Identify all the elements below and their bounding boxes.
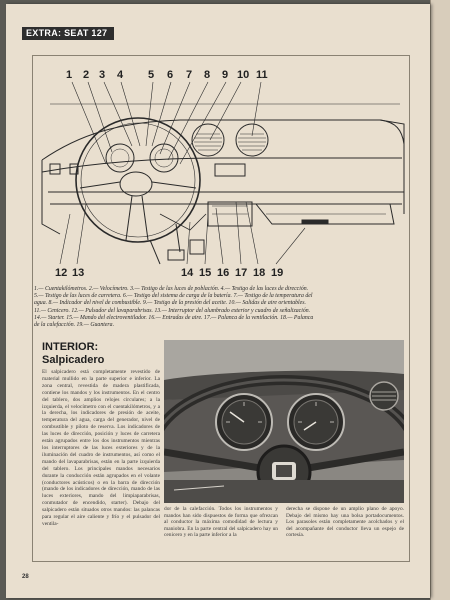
callout-number: 8 <box>204 69 211 81</box>
air-vents <box>192 124 268 156</box>
body-text-column-1: El salpicadero está completamente revestido de material mullido en la parte superior e inferior. La zona central, revestida de madera plastificada, contiene los mandos y los instrumentos. En el centro del tablero, dos amplios relojes circulares; a la izquierda, el velocímetro con el cuentakilómetros, y a la derecha, los indicadores de presión de aceite, temperatura del agua, carga del generador, nivel de combustible y piloto de reserva. Los indicadores de las luces de dirección, posición y luces de carretera están agrupados entre los dos instrumentos mientras los interruptores de las luces exteriores y de la iluminación del cuadro de instrumentos, así como el mando del lavaparabrisas, están en la parte izquierda del tablero. Los principales mandos necesarios durante la conducción están agrupados en el volante (conductores acústicos) o en la barra de dirección (mando de los indicadores de dirección, mando de las luces exteriores, mando del limpiaparabrisas, conmutador de encendido, starter). Debajo del salpicadero están situados otros mandos: las palancas para regular el aire caliente y frío y el pulsador del ventila- <box>42 369 160 527</box>
callout-number: 19 <box>271 267 284 279</box>
page-number: 28 <box>22 574 29 580</box>
callout-number: 7 <box>186 69 193 81</box>
callout-number: 1 <box>66 69 73 81</box>
legend-line: 11.— Cenicero. 12.— Pulsador del lavaparabrisas. 13.— Interruptor del alumbrado exterior y cuadro de señalización. <box>34 307 311 314</box>
section-title-line2: Salpicadero <box>42 354 105 366</box>
callout-number: 10 <box>237 69 250 81</box>
section-title-line1: INTERIOR: <box>42 341 99 353</box>
section-title <box>42 341 104 367</box>
callout-number: 6 <box>167 69 174 81</box>
callout-number: 12 <box>55 267 68 279</box>
callout-number: 11 <box>256 69 268 81</box>
dashboard-photo <box>164 340 404 503</box>
legend-line: 5.— Testigo de las luces de carretera. 6.— Testigo del sistema de carga de la batería. 7.— Testigo de la temperatura del <box>34 293 313 300</box>
next-page-edge <box>430 0 450 600</box>
dashboard-diagram <box>40 64 410 284</box>
callout-number: 16 <box>217 267 230 279</box>
callout-number: 14 <box>181 267 194 279</box>
legend-line: 1.— Cuentakilómetros. 2.— Velocímetro. 3.— Testigo de las luces de población. 4.— Testigo de las luces de dirección. <box>34 286 309 292</box>
callout-number: 5 <box>148 69 155 81</box>
section-header-label: EXTRA: SEAT 127 <box>22 27 114 40</box>
callout-legend <box>34 286 406 329</box>
callout-number: 18 <box>253 267 266 279</box>
callout-number: 2 <box>83 69 90 81</box>
callout-number: 15 <box>199 267 212 279</box>
callout-number: 13 <box>72 267 85 279</box>
legend-line: 14.— Starter. 15.— Mando del electroventilador. 16.— Entradas de aire. 17.— Palanca de la ventilación. 18.— Palanca <box>34 314 314 321</box>
legend-line: de la calefacción. 19.— Guantera. <box>34 322 115 329</box>
callout-number: 17 <box>235 267 248 279</box>
callout-number: 9 <box>222 69 229 81</box>
legend-line: agua. 8.— Indicador del nivel de combustible. 9.— Testigo de la presión del aceite. 10.— Salidas de aire orientables. <box>34 300 306 307</box>
callout-leader-lines <box>60 82 305 264</box>
body-text-column-3: derecha se dispone de un amplio plano de apoyo. Debajo del mismo hay una bolsa portadocumentos. Los parasoles están completamente acolchados y el del acompañante del conductor lleva un espejo de cortesía. <box>286 506 404 539</box>
callout-number: 3 <box>99 69 106 81</box>
body-text-column-2: dor de la calefacción. Todos los instrumentos y mandos han sido dispuestos de forma que ofrezcan al conductor la máxima comodidad de lectura y maniobra. En la parte central del salpicadero hay un cenicero y en la parte inferior a la <box>164 506 278 539</box>
callout-number: 4 <box>117 69 124 81</box>
